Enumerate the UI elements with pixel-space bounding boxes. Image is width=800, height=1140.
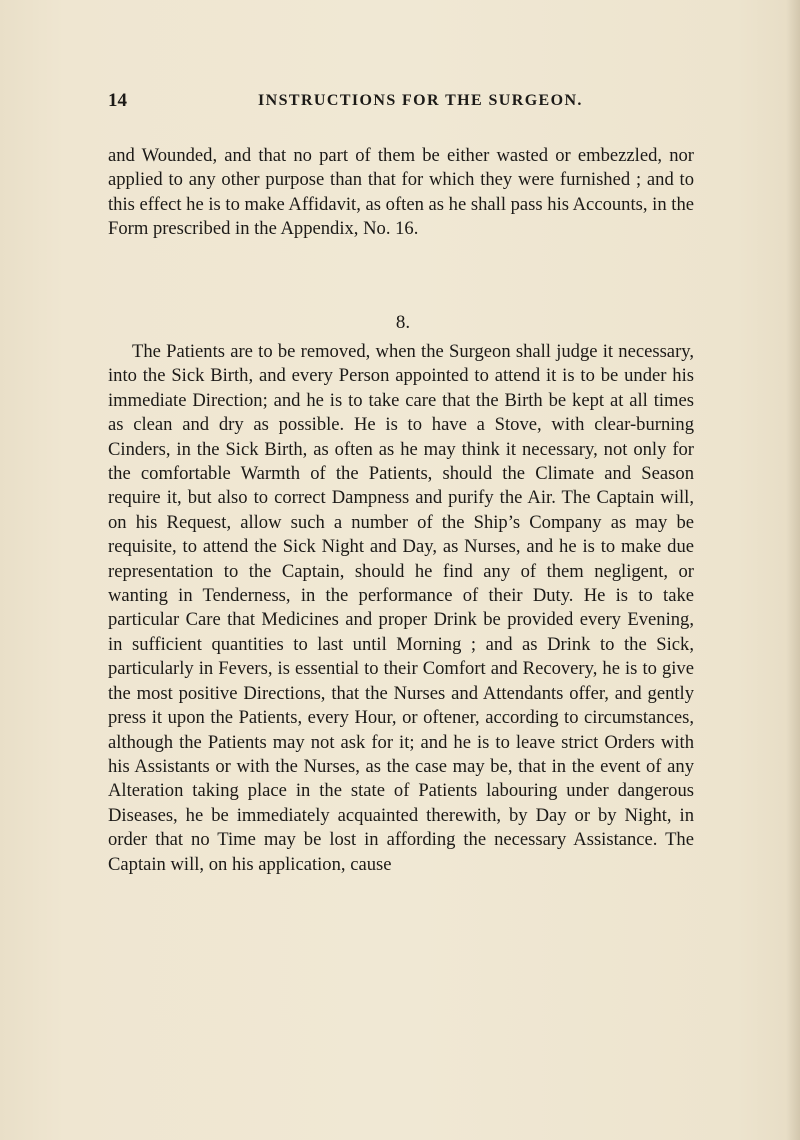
section-number: 8. bbox=[395, 312, 411, 333]
page-edge-shadow bbox=[786, 0, 800, 1140]
running-title: INSTRUCTIONS FOR THE SURGEON. bbox=[258, 92, 583, 109]
running-header bbox=[108, 90, 696, 116]
page-number: 14 bbox=[108, 90, 127, 111]
continuation-paragraph: and Wounded, and that no part of them be either wasted or embezzled, nor applied to any other purpose than that for which they were furnished ; and to this effect he is to make Affidavit, as often as he shall pass his Accounts, in the Form prescribed in the Appendix, No. 16. bbox=[108, 145, 694, 240]
section-paragraph: The Patients are to be removed, when the Surgeon shall judge it necessary, into the Sick Birth, and every Person appointed to attend it is to be under his immediate Direction; and he is to take care that the Birth be kept at all times as clean and dry as possible. He is to have a Stove, with clear-burning Cinders, in the Sick Birth, as often as he may think it necessary, not only for the comfortable Warmth of the Patients, should the Climate and Season require it, but also to correct Dampness and purify the Air. The Captain will, on his Request, allow such a number of the Ship’s Company as may be requisite, to attend the Sick Night and Day, as Nurses, and he is to make due representation to the Captain, should he find any of them negligent, or wanting in Tenderness, in the performance of their Duty. He is to take particular Care that Medicines and proper Drink be provided every Evening, in sufficient quantities to last until Morning ; and as Drink to the Sick, particularly in Fevers, is essential to their Comfort and Recovery, he is to give the most positive Directions, that the Nurses and Attendants offer, and gently press it upon the Patients, every Hour, or oftener, according to circumstances, although the Patients may not ask for it; and he is to leave strict Orders with his Assistants or with the Nurses, as the case may be, that in the event of any Alteration taking place in the state of Patients labouring under dangerous Diseases, he be immediately acquainted therewith, by Day or by Night, in order that no Time may be lost in affording the necessary Assistance. The Captain will, on his application, cause bbox=[108, 341, 694, 875]
